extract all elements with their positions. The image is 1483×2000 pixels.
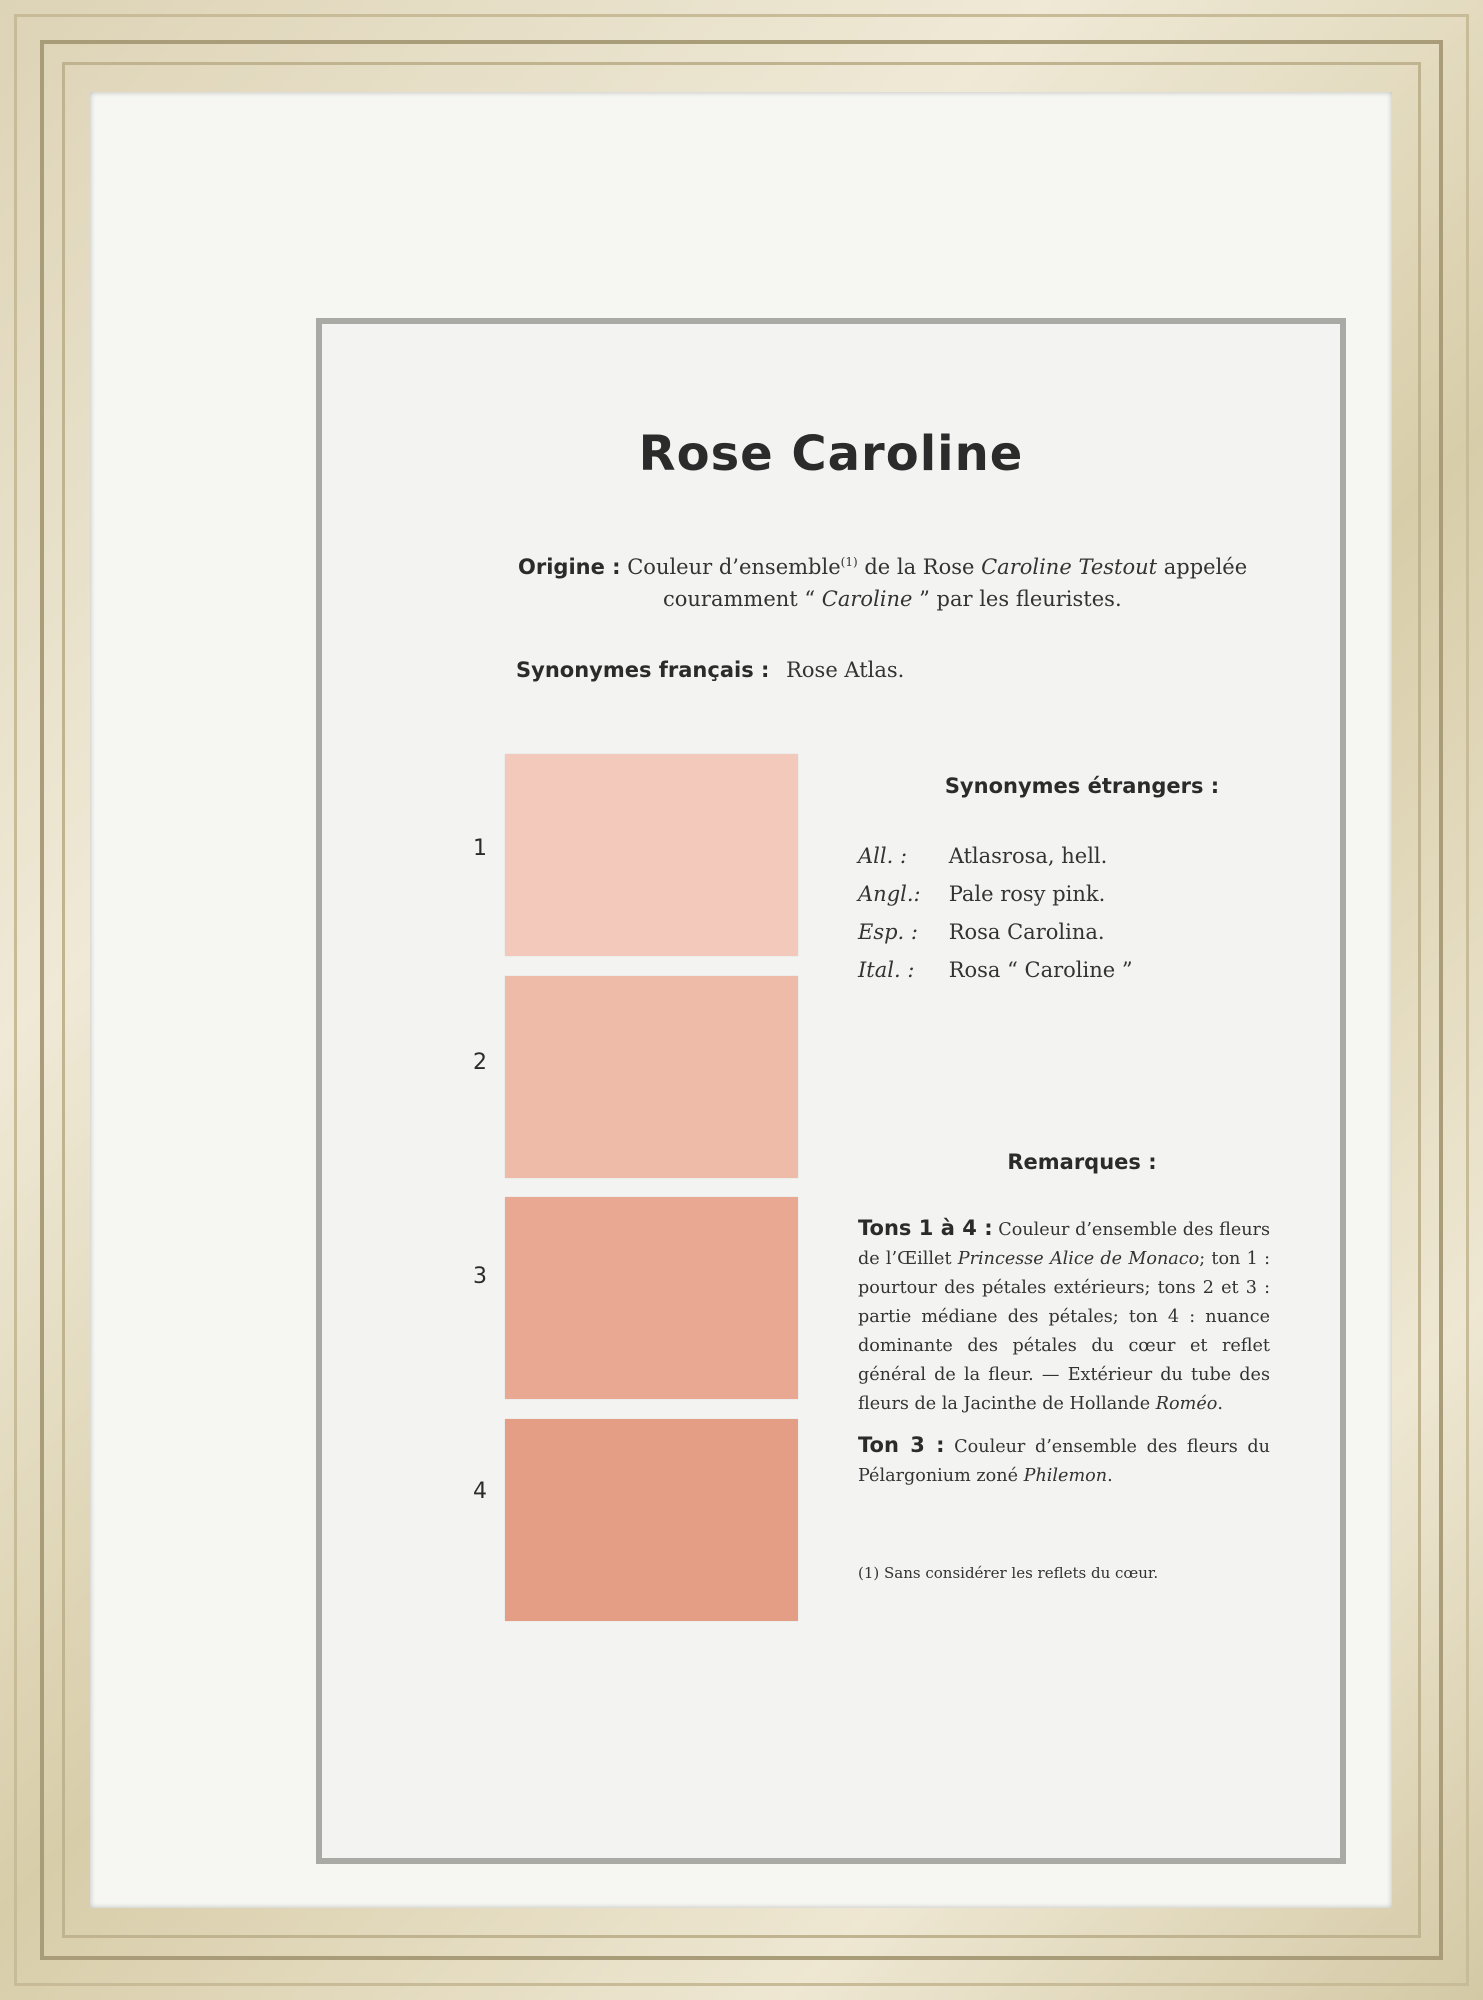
origine-text-a: Couleur d’ensemble	[627, 555, 841, 579]
synonymes-etrangers-list	[858, 844, 1133, 996]
color-swatch-1	[505, 754, 798, 956]
mat-board	[90, 92, 1392, 1908]
list-item	[858, 920, 1133, 958]
synonymes-francais	[516, 658, 904, 682]
swatch-number-1: 1	[473, 836, 487, 861]
color-swatch-3	[505, 1197, 798, 1399]
remark-ton3-italic: Philemon	[1023, 1466, 1108, 1486]
language-abbr: Ital. :	[858, 958, 915, 982]
plate-title: Rose Caroline	[638, 426, 1024, 482]
remark-tons-text-b: ; ton 1 : pourtour des pétales extérieurs; tons 2 et 3 : partie médiane des pétales; ton 4 : nuance dominante des pétales du cœur et reflet général de la fleur. — Extérieur du tube des fleurs de la Jacinthe de Hollande	[858, 1249, 1270, 1414]
list-item	[858, 958, 1133, 996]
origine-line2-b: ” par les fleuristes.	[912, 587, 1122, 611]
remark-ton3-end: .	[1107, 1466, 1113, 1486]
remark-tons-1-4	[858, 1214, 1270, 1419]
remark-tons-italic-1: Princesse Alice de Monaco	[957, 1249, 1200, 1269]
origine-label: Origine :	[518, 555, 621, 579]
origine-rose-name: Caroline Testout	[981, 555, 1158, 579]
footnote: (1) Sans considérer les reflets du cœur.	[858, 1564, 1159, 1582]
synonymes-francais-value: Rose Atlas.	[786, 658, 905, 682]
remark-ton3-text: Couleur d’ensemble des fleurs du Pélargonium zoné	[858, 1437, 1270, 1486]
plate-page	[316, 318, 1346, 1864]
origine-line-2	[518, 583, 1278, 615]
remarques-heading: Remarques :	[1007, 1150, 1157, 1174]
origine-line2-a: couramment “	[663, 587, 822, 611]
origine-block	[518, 546, 1278, 615]
origine-line-1	[518, 546, 1278, 583]
remark-tons-end: .	[1217, 1394, 1223, 1414]
synonymes-etrangers-heading: Synonymes étrangers :	[944, 774, 1220, 798]
synonym-value: Pale rosy pink.	[948, 882, 1106, 906]
remark-tons-label: Tons 1 à 4 :	[858, 1216, 993, 1240]
remark-ton3-label: Ton 3 :	[858, 1433, 945, 1457]
list-item	[858, 844, 1133, 882]
remark-ton-3	[858, 1431, 1270, 1491]
origine-text-b: de la Rose	[857, 555, 982, 579]
swatch-number-2: 2	[473, 1050, 487, 1075]
swatch-number-3: 3	[473, 1264, 487, 1289]
synonym-value: Rosa “ Caroline ”	[948, 958, 1133, 982]
synonym-value: Rosa Carolina.	[948, 920, 1105, 944]
language-abbr: Esp. :	[858, 920, 918, 944]
swatch-number-4: 4	[473, 1479, 487, 1504]
language-abbr: Angl.:	[858, 882, 921, 906]
language-abbr: All. :	[858, 844, 908, 868]
origine-text-c: appelée	[1157, 555, 1248, 579]
synonymes-francais-label: Synonymes français :	[516, 658, 770, 682]
synonym-value: Atlasrosa, hell.	[948, 844, 1108, 868]
remarques-body	[858, 1214, 1270, 1503]
color-swatch-4	[505, 1419, 798, 1621]
remark-tons-italic-2: Roméo	[1155, 1394, 1218, 1414]
remark-tons-text-a: Couleur d’ensemble des fleurs de l’Œillet	[858, 1220, 1270, 1269]
list-item	[858, 882, 1133, 920]
origine-line2-italic: Caroline	[821, 587, 913, 611]
color-swatch-2	[505, 976, 798, 1178]
footnote-mark: (1)	[840, 555, 858, 569]
